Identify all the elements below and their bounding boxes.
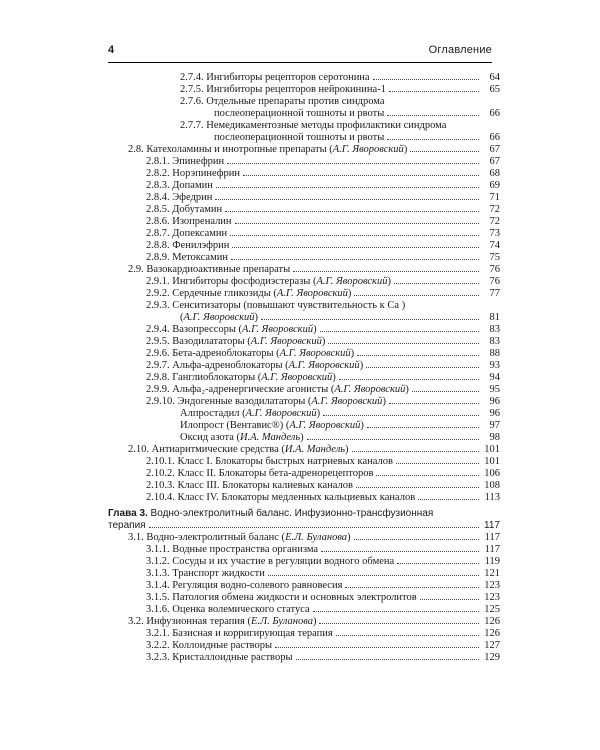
toc-entry[interactable] — [108, 336, 500, 348]
toc-entry[interactable] — [108, 228, 500, 240]
dot-leader — [235, 223, 479, 224]
toc-entry[interactable] — [108, 480, 500, 492]
toc-entry-title: 2.10.4. Класс IV. Блокаторы медленных кальциевых каналов — [146, 492, 416, 503]
chapter-number: Глава 3. — [108, 508, 148, 519]
dot-leader — [319, 623, 479, 624]
toc-entry-author: А.Г. Яворовский — [289, 420, 361, 431]
toc-entry-title: 3.1.6. Оценка волемического статуса — [146, 604, 310, 615]
toc-entry-author: А.Г. Яворовский — [316, 276, 388, 287]
toc-entry-author: А.Г. Яворовский — [242, 324, 314, 335]
chapter-heading[interactable] — [108, 508, 500, 520]
toc-page-number: 73 — [489, 228, 500, 239]
dot-leader — [354, 539, 479, 540]
running-title: Оглавление — [428, 44, 492, 56]
toc-page-number: 101 — [484, 444, 500, 455]
toc-entry-title: 3.1.2. Сосуды и их участие в регуляции водного обмена — [146, 556, 395, 567]
dot-leader — [225, 211, 479, 212]
dot-leader — [231, 259, 479, 260]
toc-entry[interactable] — [108, 156, 500, 168]
toc-entry-title: 2.10.2. Класс II. Блокаторы бета-адренорецепторов — [146, 468, 374, 479]
dot-leader — [243, 175, 479, 176]
toc-page-number: 98 — [489, 432, 500, 443]
dot-leader — [418, 499, 479, 500]
dot-leader — [357, 355, 479, 356]
toc-entry-title: терапия — [108, 520, 146, 531]
toc-entry[interactable] — [108, 168, 500, 180]
toc-page-number: 88 — [489, 348, 500, 359]
toc-entry-title: 2.9.5. Вазодилататоры (А.Г. Яворовский) — [146, 336, 326, 347]
dot-leader — [261, 319, 479, 320]
toc-entry-title: 2.8.7. Допексамин — [146, 228, 228, 239]
toc-entry-title: 2.10.3. Класс III. Блокаторы калиевых каналов — [146, 480, 353, 491]
toc-entry-title: послеоперационной тошноты и рвоты — [214, 108, 385, 119]
toc-page-number: 83 — [489, 324, 500, 335]
toc-entry[interactable] — [108, 108, 500, 120]
toc-page-number: 127 — [484, 640, 500, 651]
toc-entry-title: 3.2.1. Базисная и корригирующая терапия — [146, 628, 333, 639]
toc-page-number: 67 — [489, 156, 500, 167]
dot-leader — [320, 331, 479, 332]
toc-page-number: 113 — [484, 492, 500, 503]
dot-leader — [387, 115, 479, 116]
toc-page-number: 123 — [484, 592, 500, 603]
dot-leader — [389, 91, 479, 92]
dot-leader — [339, 379, 479, 380]
dot-leader — [412, 391, 479, 392]
toc-page-number: 123 — [484, 580, 500, 591]
toc-entry-title: 2.9.10. Эндогенные вазодилататоры (А.Г. Яворовский) — [146, 396, 386, 407]
dot-leader — [323, 415, 479, 416]
toc-entry-title: 3.1.1. Водные пространства организма — [146, 544, 319, 555]
toc-entry-author: И.А. Мандель — [240, 432, 301, 443]
toc-page-number: 77 — [489, 288, 500, 299]
toc-page-number: 97 — [489, 420, 500, 431]
toc-entry-author: И.А. Мандель — [284, 444, 346, 455]
toc-entry-author: А.Г. Яворовский — [332, 144, 404, 155]
toc-entry-title: 3.2.2. Коллоидные растворы — [146, 640, 273, 651]
toc-entry[interactable] — [108, 372, 500, 384]
dot-leader — [307, 439, 479, 440]
toc-entry-title: 2.9.7. Альфа-адреноблокаторы (А.Г. Яворовский) — [146, 360, 364, 371]
toc-page-number: 83 — [489, 336, 500, 347]
toc-entry[interactable] — [108, 544, 500, 556]
toc-page-number: 94 — [489, 372, 500, 383]
toc-page-number: 67 — [489, 144, 500, 155]
toc-entry-title: 3.1.3. Транспорт жидкости — [146, 568, 265, 579]
toc-page-number: 68 — [489, 168, 500, 179]
toc-page-number: 117 — [484, 544, 500, 555]
toc-page-number: 108 — [484, 480, 500, 491]
toc-page-number: 96 — [489, 408, 500, 419]
toc-entry[interactable] — [108, 384, 500, 396]
toc-page-number: 117 — [484, 532, 500, 543]
dot-leader — [387, 139, 479, 140]
toc-entry-title: 2.8. Катехоламины и инотропные препараты (А.Г. Яворовский) — [128, 144, 408, 155]
toc-entry-title: 2.7.4. Ингибиторы рецепторов серотонина — [180, 72, 370, 83]
toc-entry-title: 2.9.2. Сердечные гликозиды (А.Г. Яворовский) — [146, 288, 352, 299]
toc-page-number: 101 — [484, 456, 500, 467]
toc-page-number: 96 — [489, 396, 500, 407]
toc-entry[interactable] — [108, 324, 500, 336]
dot-leader — [321, 551, 479, 552]
toc-page-number: 72 — [489, 216, 500, 227]
toc-entry-author: А.Г. Яворовский — [250, 336, 322, 347]
toc-entry-title: (А.Г. Яворовский) — [180, 312, 259, 323]
toc-entry-title: 2.8.2. Норэпинефрин — [146, 168, 241, 179]
toc-entry[interactable] — [108, 300, 500, 312]
toc-entry-title: 2.8.8. Фенилэфрин — [146, 240, 230, 251]
toc-entry[interactable] — [108, 204, 500, 216]
page-number: 4 — [108, 44, 115, 56]
toc-entry[interactable] — [108, 132, 500, 144]
toc-entry[interactable] — [108, 532, 500, 544]
toc-page-number: 75 — [489, 252, 500, 263]
toc-entry[interactable] — [108, 276, 500, 288]
dot-leader — [328, 343, 479, 344]
toc-entry-author: А.Г. Яворовский — [245, 408, 317, 419]
toc-entry[interactable] — [108, 492, 500, 504]
toc-entry[interactable] — [108, 240, 500, 252]
dot-leader — [356, 487, 479, 488]
toc-entry[interactable] — [108, 192, 500, 204]
toc-entry[interactable] — [108, 580, 500, 592]
dot-leader — [232, 247, 479, 248]
toc-entry-author: А.Г. Яворовский — [261, 372, 333, 383]
toc-entry-title: 2.8.5. Добутамин — [146, 204, 223, 215]
toc-entry-author: А.Г. Яворовский — [183, 312, 255, 323]
dot-leader — [215, 199, 479, 200]
dot-leader — [352, 451, 479, 452]
toc-entry-author: А.Г. Яворовский — [279, 348, 351, 359]
dot-leader — [313, 611, 479, 612]
dot-leader — [296, 659, 479, 660]
dot-leader — [389, 403, 479, 404]
dot-leader — [149, 527, 479, 528]
table-of-contents — [108, 72, 500, 664]
toc-entry-title: 2.8.3. Допамин — [146, 180, 213, 191]
toc-entry-title: Оксид азота (И.А. Мандель) — [180, 432, 304, 443]
toc-entry-author: А.Г. Яворовский — [288, 360, 360, 371]
toc-page-number: 71 — [489, 192, 500, 203]
dot-leader — [293, 271, 479, 272]
chapter-title: Водно-электролитный баланс. Инфузионно-трансфузионная — [147, 508, 434, 519]
chapter-heading-cont[interactable] — [108, 520, 500, 532]
toc-page-number: 74 — [489, 240, 500, 251]
toc-entry[interactable] — [108, 312, 500, 324]
dot-leader — [373, 79, 479, 80]
dot-leader — [227, 163, 479, 164]
toc-entry[interactable] — [108, 628, 500, 640]
toc-entry[interactable] — [108, 568, 500, 580]
toc-page-number: 121 — [484, 568, 500, 579]
dot-leader — [410, 151, 479, 152]
dot-leader — [366, 367, 479, 368]
toc-entry-title: 2.7.6. Отдельные препараты против синдрома — [180, 96, 385, 107]
toc-entry[interactable] — [108, 616, 500, 628]
dot-leader — [420, 599, 479, 600]
toc-entry[interactable] — [108, 120, 500, 132]
toc-entry[interactable] — [108, 180, 500, 192]
toc-entry[interactable] — [108, 288, 500, 300]
toc-entry-title: Илопрост (Вентавис®) (А.Г. Яворовский) — [180, 420, 364, 431]
toc-entry[interactable] — [108, 96, 500, 108]
toc-entry-title: 2.9.9. Альфа₂-адренергические агонисты (А.Г. Яворовский) — [146, 384, 409, 395]
dot-leader — [354, 295, 479, 296]
toc-entry-title: 2.9.1. Ингибиторы фосфодиэстеразы (А.Г. Яворовский) — [146, 276, 391, 287]
toc-page-number: 95 — [489, 384, 500, 395]
toc-page-number: 64 — [489, 72, 500, 83]
dot-leader — [397, 563, 479, 564]
toc-entry[interactable] — [108, 408, 500, 420]
dot-leader — [230, 235, 479, 236]
toc-entry-author: Е.Л. Буланова — [250, 616, 313, 627]
dot-leader — [216, 187, 479, 188]
toc-entry-title: 3.2.3. Кристаллоидные растворы — [146, 652, 293, 663]
toc-entry-title: 2.8.1. Эпинефрин — [146, 156, 225, 167]
toc-page-number: 66 — [489, 108, 500, 119]
toc-page-number: 72 — [489, 204, 500, 215]
toc-entry-title: 2.10.1. Класс I. Блокаторы быстрых натриевых каналов — [146, 456, 393, 467]
toc-entry[interactable] — [108, 592, 500, 604]
toc-page-number: 65 — [489, 84, 500, 95]
toc-entry-title: 2.9. Вазокардиоактивные препараты — [128, 264, 291, 275]
toc-page-number: 119 — [484, 556, 500, 567]
toc-entry[interactable] — [108, 216, 500, 228]
toc-entry-title: 2.9.3. Сенситизаторы (повышают чувствительность к Ca ) — [146, 300, 406, 311]
toc-entry-author: А.Г. Яворовский — [334, 384, 406, 395]
toc-page-number: 126 — [484, 628, 500, 639]
toc-entry[interactable] — [108, 468, 500, 480]
toc-entry-title: 2.7.7. Немедикаментозные методы профилактики синдрома — [180, 120, 447, 131]
toc-page-number: 69 — [489, 180, 500, 191]
dot-leader — [268, 575, 479, 576]
toc-entry-title: 2.8.6. Изопреналин — [146, 216, 232, 227]
toc-entry[interactable] — [108, 456, 500, 468]
toc-entry-title: 3.1.5. Патология обмена жидкости и основных электролитов — [146, 592, 417, 603]
toc-entry-title: 2.9.4. Вазопрессоры (А.Г. Яворовский) — [146, 324, 317, 335]
toc-entry-author: А.Г. Яворовский — [311, 396, 383, 407]
toc-page-number: 117 — [484, 520, 500, 531]
toc-entry-title: 3.1.4. Регуляция водно-солевого равновесия — [146, 580, 343, 591]
dot-leader — [275, 647, 479, 648]
toc-entry-title: 3.2. Инфузионная терапия (Е.Л. Буланова) — [128, 616, 317, 627]
toc-entry[interactable] — [108, 84, 500, 96]
toc-page-number: 126 — [484, 616, 500, 627]
toc-page-number: 125 — [484, 604, 500, 615]
dot-leader — [376, 475, 479, 476]
toc-entry[interactable] — [108, 652, 500, 664]
dot-leader — [367, 427, 479, 428]
toc-entry[interactable] — [108, 420, 500, 432]
toc-entry[interactable] — [108, 604, 500, 616]
toc-entry-title: послеоперационной тошноты и рвоты — [214, 132, 385, 143]
toc-entry-title: 2.9.6. Бета-адреноблокаторы (А.Г. Яворовский) — [146, 348, 355, 359]
toc-entry-title: 2.8.9. Метоксамин — [146, 252, 228, 263]
toc-page-number: 81 — [489, 312, 500, 323]
toc-entry-author: А.Г. Яворовский — [276, 288, 348, 299]
toc-page-number: 93 — [489, 360, 500, 371]
toc-page-number: 106 — [484, 468, 500, 479]
dot-leader — [394, 283, 479, 284]
toc-entry-title: 2.9.8. Ганглиоблокаторы (А.Г. Яворовский) — [146, 372, 336, 383]
toc-entry-title: 2.10. Антиаритмические средства (И.А. Мандель) — [128, 444, 349, 455]
toc-page-number: 129 — [484, 652, 500, 663]
dot-leader — [336, 635, 479, 636]
toc-entry[interactable] — [108, 556, 500, 568]
toc-page-number: 76 — [489, 264, 500, 275]
toc-entry[interactable] — [108, 444, 500, 456]
toc-entry[interactable] — [108, 640, 500, 652]
toc-page-number: 66 — [489, 132, 500, 143]
toc-entry[interactable] — [108, 348, 500, 360]
toc-entry[interactable] — [108, 252, 500, 264]
page-header — [108, 44, 492, 63]
toc-entry[interactable] — [108, 396, 500, 408]
toc-page-number: 76 — [489, 276, 500, 287]
dot-leader — [345, 587, 479, 588]
toc-entry[interactable] — [108, 72, 500, 84]
toc-entry[interactable] — [108, 360, 500, 372]
toc-entry-title: Алпростадил (А.Г. Яворовский) — [180, 408, 321, 419]
toc-entry-title: 3.1. Водно-электролитный баланс (Е.Л. Буланова) — [128, 532, 351, 543]
toc-entry-title: 2.7.5. Ингибиторы рецепторов нейрокинина-1 — [180, 84, 386, 95]
toc-entry[interactable] — [108, 144, 500, 156]
toc-entry[interactable] — [108, 264, 500, 276]
dot-leader — [396, 463, 479, 464]
toc-entry-title: 2.8.4. Эфедрин — [146, 192, 213, 203]
toc-entry-author: Е.Л. Буланова — [285, 532, 348, 543]
toc-entry[interactable] — [108, 432, 500, 444]
